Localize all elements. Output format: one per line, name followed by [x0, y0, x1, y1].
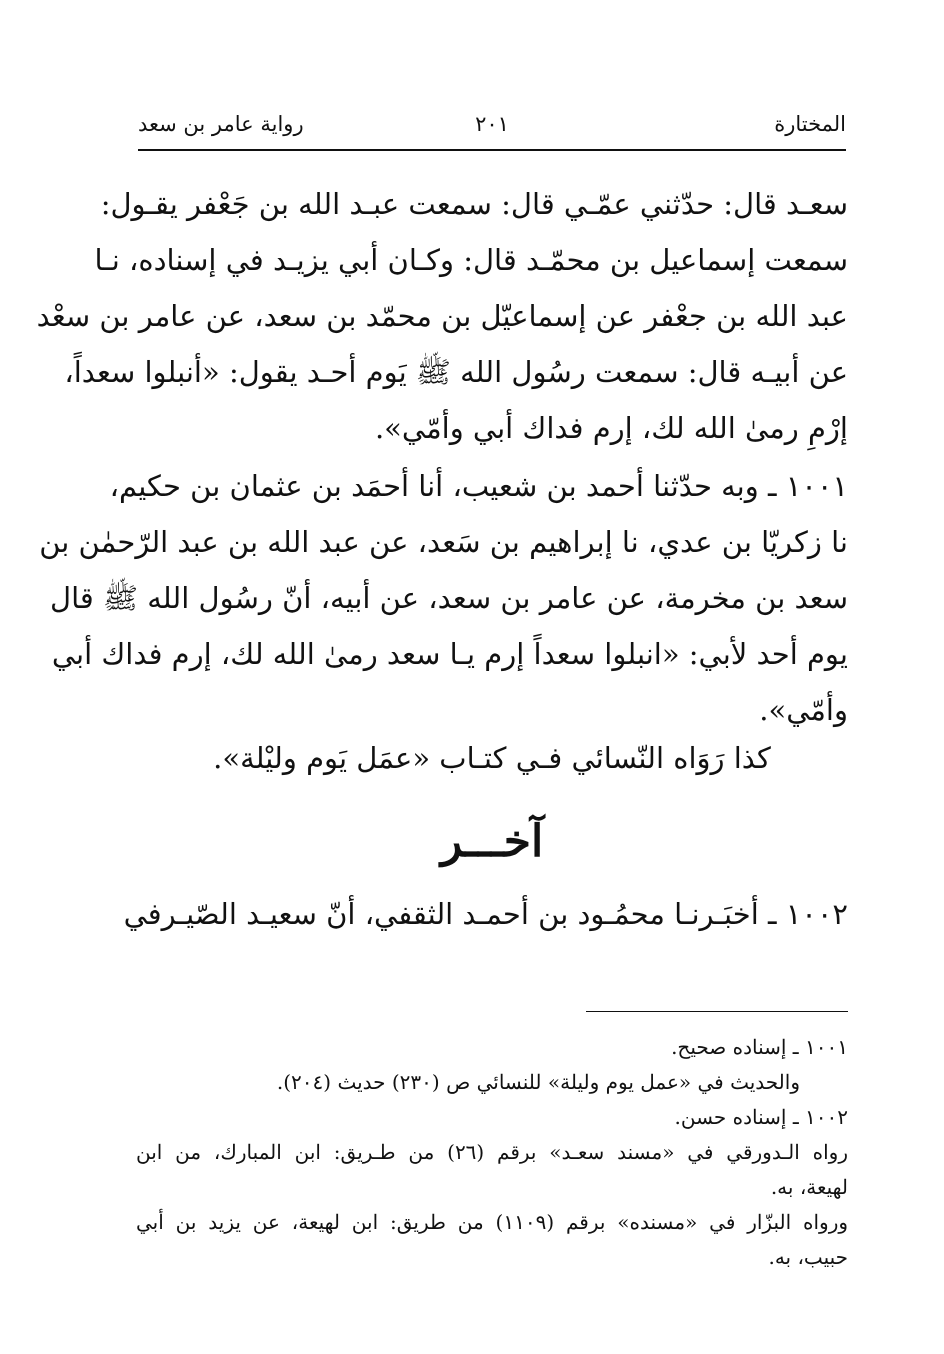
source-note: كذا رَوَاه النّسائي فـي كتـاب «عمَل يَوم وليْلة».: [213, 741, 771, 775]
footnote-1002-text2: ورواه البزّار في «مسنده» برقم (١١٠٩) من طريق: ابن لهيعة، عن يزيد بن أبي: [136, 1210, 849, 1234]
footnote-1002-text2-cont: حبيب، به.: [768, 1245, 848, 1269]
text-line: يوم أحد لأبي: «انبلوا سعداً إرم يـا سعد رمىٰ الله لك، إرم فداك أبي: [51, 637, 848, 671]
footnote-1001-text: والحديث في «عمل يوم وليلة» للنسائي ص (٢٣٠) حديث (٢٠٤).: [276, 1070, 800, 1094]
section-title: رواية عامر بن سعد: [138, 112, 304, 136]
text-line: إرْمِ رمىٰ الله لك، إرم فداك أبي وأمّي».: [374, 411, 848, 445]
footnote-divider: [586, 1011, 848, 1012]
page-number: ٢٠١: [475, 112, 509, 136]
header-divider: [138, 149, 846, 151]
text-line: نا زكريّا بن عدي، نا إبراهيم بن سَعد، عن عبد الله بن عبد الرّحمٰن بن: [39, 525, 848, 559]
paragraph-hadith-1001: [39, 458, 848, 738]
footnotes: [136, 1030, 848, 1275]
paragraph-hadith-1002: [123, 886, 848, 942]
text-line: وأمّي».: [759, 693, 848, 727]
footnote-1002-title: ١٠٠٢ ـ إسناده حسن.: [674, 1105, 848, 1129]
footnote-1002-text-cont: لهيعة، به.: [770, 1175, 848, 1199]
text-line: سمعت إسماعيل بن محمّـد قال: وكـان أبي يزيـد في إسناده، نـا: [94, 243, 848, 277]
text-line: عن أبيـه قال: سمعت رسُول الله ﷺ يَوم أحـد يقول: «أنبلوا سعداً،: [64, 355, 848, 389]
text-line: ١٠٠١ ـ وبه حدّثنا أحمد بن شعيب، أنا أحمَد بن عثمان بن حكيم،: [109, 469, 848, 503]
section-heading: آخـــر: [440, 816, 544, 867]
text-line: سعد بن مخرمة، عن عامر بن سعد، عن أبيه، أنّ رسُول الله ﷺ قال: [50, 581, 848, 615]
text-line: عبد الله بن جعْفر عن إسماعيّل بن محمّد بن سعد، عن عامر بن سعْد: [36, 299, 848, 333]
paragraph-1: [36, 176, 848, 456]
text-line: سعـد قال: حدّثني عمّـي قال: سمعت عبـد الله بن جَعْفر يقـول:: [100, 187, 848, 221]
page-header: [138, 112, 846, 148]
book-title: المختارة: [774, 112, 846, 136]
footnote-1001-title: ١٠٠١ ـ إسناده صحيح.: [671, 1035, 848, 1059]
footnote-1002-text: رواه الـدورقي في «مسند سعـد» برقم (٢٦) من طـريق: ابن المبارك، من ابن: [136, 1140, 848, 1164]
text-line: ١٠٠٢ ـ أخبَـرنـا محمُـود بن أحمـد الثقفي، أنّ سعيـد الصّيـرفي: [123, 897, 848, 931]
